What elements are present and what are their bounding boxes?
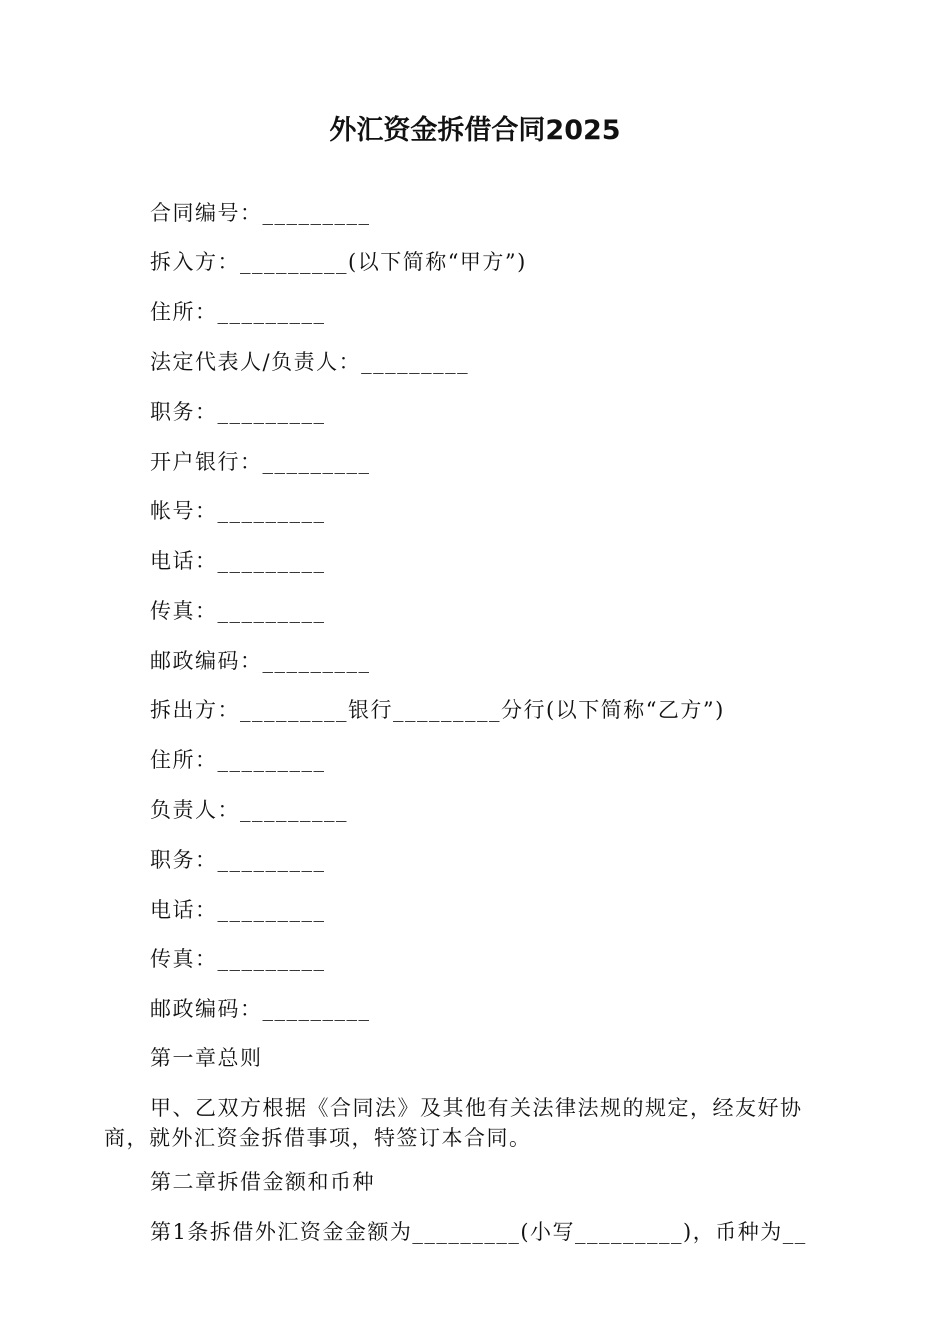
field-lender-position: 职务：_________ <box>150 848 326 872</box>
chapter-1-heading: 第一章总则 <box>150 1046 263 1070</box>
field-borrower-fax: 传真：_________ <box>150 599 326 623</box>
paragraph-general-line-2: 商，就外汇资金拆借事项，特签订本合同。 <box>104 1126 532 1150</box>
field-legal-representative: 法定代表人/负责人：_________ <box>150 350 470 374</box>
field-lender: 拆出方：_________银行_________分行(以下简称“乙方”) <box>150 698 725 722</box>
field-lender-address: 住所：_________ <box>150 748 326 772</box>
field-borrower-position: 职务：_________ <box>150 400 326 424</box>
paragraph-general-line-1: 甲、乙双方根据《合同法》及其他有关法律法规的规定，经友好协 <box>150 1096 803 1120</box>
field-borrower: 拆入方：_________(以下简称“甲方”) <box>150 250 527 274</box>
paragraph-general <box>104 1093 854 1153</box>
chapter-2-heading: 第二章拆借金额和币种 <box>150 1170 375 1194</box>
article-1: 第1条拆借外汇资金金额为_________(小写_________)，币种为__ <box>150 1220 807 1244</box>
field-account: 帐号：_________ <box>150 499 326 523</box>
field-borrower-phone: 电话：_________ <box>150 549 326 573</box>
field-borrower-postcode: 邮政编码：_________ <box>150 649 371 673</box>
field-lender-phone: 电话：_________ <box>150 898 326 922</box>
field-borrower-address: 住所：_________ <box>150 300 326 324</box>
field-lender-responsible: 负责人：_________ <box>150 798 348 822</box>
field-contract-number: 合同编号：_________ <box>150 201 371 225</box>
field-bank: 开户银行：_________ <box>150 450 371 474</box>
field-lender-postcode: 邮政编码：_________ <box>150 997 371 1021</box>
field-lender-fax: 传真：_________ <box>150 947 326 971</box>
document-title: 外汇资金拆借合同2025 <box>329 115 621 146</box>
